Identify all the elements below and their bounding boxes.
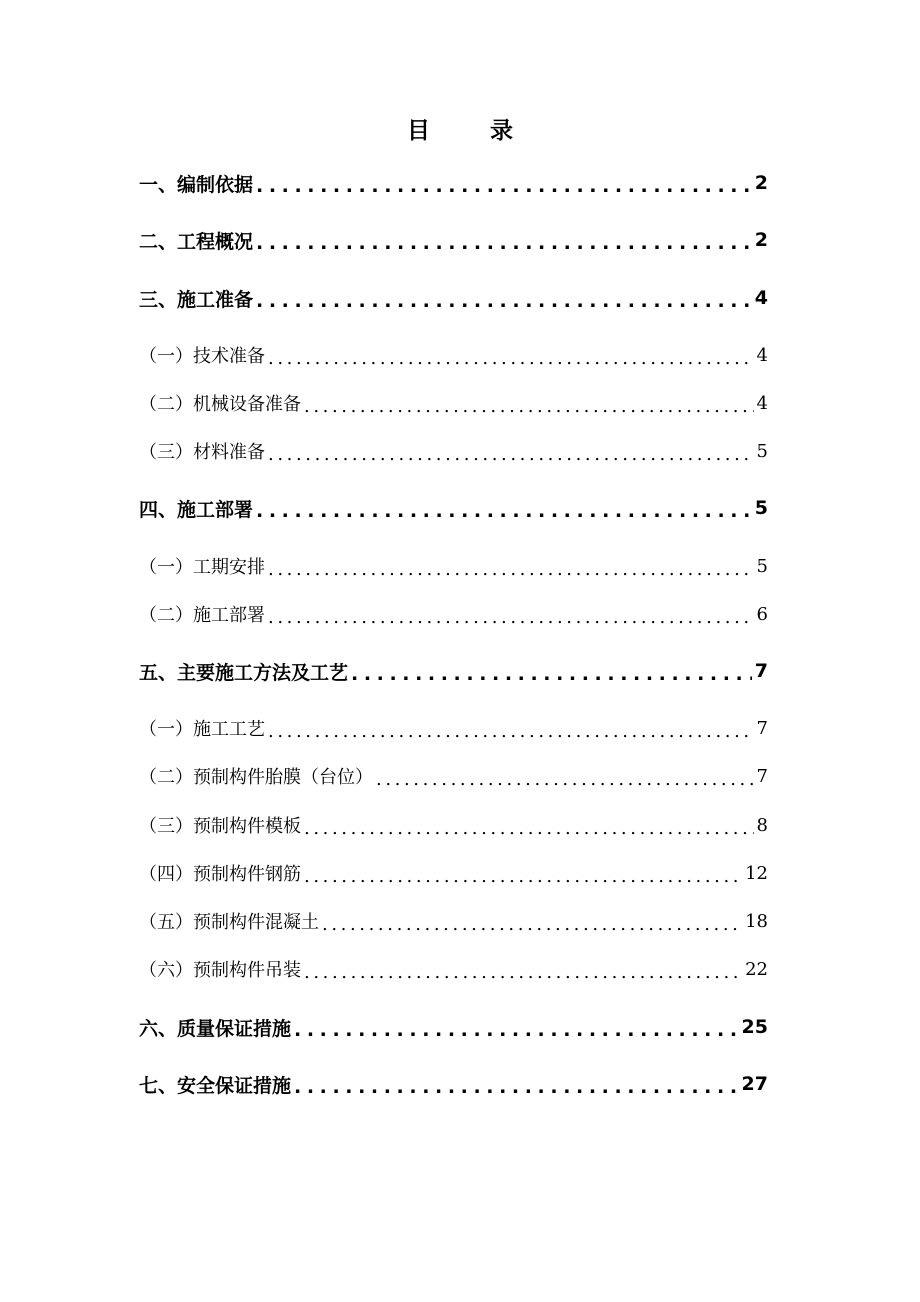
toc-entry-page: 7 — [754, 660, 768, 682]
toc-entry-page: 7 — [756, 717, 768, 739]
toc-entry-page: 4 — [756, 344, 768, 366]
toc-entry-page: 25 — [741, 1016, 768, 1038]
toc-dot-leader — [268, 559, 754, 580]
toc-entry[interactable] — [139, 808, 768, 842]
toc-entry-label: 七、安全保证措施 — [139, 1074, 292, 1097]
toc-entry-page: 7 — [756, 765, 768, 787]
toc-entry[interactable] — [139, 904, 768, 938]
toc-entry-label: 二、工程概况 — [139, 230, 254, 253]
toc-entry-page: 12 — [745, 862, 768, 884]
toc-entry-page: 5 — [756, 555, 768, 577]
toc-entry-page: 22 — [745, 958, 768, 980]
toc-dot-leader — [304, 962, 742, 983]
toc-entry-page: 2 — [754, 229, 768, 251]
toc-entry-label: （五）预制构件混凝土 — [139, 912, 319, 933]
toc-entry[interactable] — [139, 434, 768, 468]
toc-title: 目 录 — [406, 117, 539, 144]
toc-dot-leader — [268, 607, 754, 628]
toc-dot-leader — [294, 1019, 739, 1041]
toc-entry-label: （六）预制构件吊装 — [139, 960, 301, 981]
toc-entry-label: 六、质量保证措施 — [139, 1017, 292, 1040]
toc-entry-page: 4 — [756, 392, 768, 414]
toc-entry-label: （三）材料准备 — [139, 442, 265, 463]
toc-entry-label: （二）预制构件胎膜（台位） — [139, 767, 373, 788]
toc-dot-leader — [268, 721, 754, 742]
toc-entry-label: （二）施工部署 — [139, 605, 265, 626]
toc-entry[interactable] — [139, 223, 768, 257]
toc-entry-page: 4 — [754, 287, 768, 309]
toc-dot-leader — [294, 1076, 739, 1098]
toc-entry[interactable] — [139, 338, 768, 372]
toc-entry[interactable] — [139, 549, 768, 583]
toc-entry[interactable] — [139, 1010, 768, 1044]
toc-entry-label: （一）技术准备 — [139, 346, 265, 367]
toc-dot-leader — [304, 866, 742, 887]
toc-list — [139, 0, 768, 1302]
toc-entry-label: 五、主要施工方法及工艺 — [139, 661, 349, 684]
toc-dot-leader — [376, 769, 754, 790]
toc-dot-leader — [256, 175, 752, 197]
toc-entry-page: 2 — [754, 172, 768, 194]
toc-entry-label: （四）预制构件钢筋 — [139, 864, 301, 885]
toc-entry[interactable] — [139, 1067, 768, 1101]
toc-dot-leader — [351, 663, 752, 685]
toc-dot-leader — [256, 500, 752, 522]
toc-entry-page: 5 — [754, 497, 768, 519]
toc-entry[interactable] — [139, 711, 768, 745]
toc-dot-leader — [322, 914, 742, 935]
toc-entry-label: 三、施工准备 — [139, 288, 254, 311]
toc-dot-leader — [256, 290, 752, 312]
toc-entry-label: （一）工期安排 — [139, 557, 265, 578]
toc-dot-leader — [256, 232, 752, 254]
toc-dot-leader — [304, 818, 754, 839]
toc-entry[interactable] — [139, 952, 768, 986]
toc-entry[interactable] — [139, 491, 768, 525]
toc-dot-leader — [304, 396, 754, 417]
toc-dot-leader — [268, 348, 754, 369]
toc-entry-label: 四、施工部署 — [139, 498, 254, 521]
toc-entry-label: （三）预制构件模板 — [139, 816, 301, 837]
toc-entry[interactable] — [139, 281, 768, 315]
toc-entry-page: 18 — [745, 910, 768, 932]
toc-entry-page: 6 — [756, 603, 768, 625]
toc-entry[interactable] — [139, 597, 768, 631]
toc-entry[interactable] — [139, 759, 768, 793]
toc-entry-label: （二）机械设备准备 — [139, 394, 301, 415]
toc-entry[interactable] — [139, 654, 768, 688]
toc-entry-page: 5 — [756, 440, 768, 462]
toc-entry-page: 27 — [741, 1073, 768, 1095]
toc-entry-label: （一）施工工艺 — [139, 719, 265, 740]
toc-dot-leader — [268, 444, 754, 465]
toc-entry[interactable] — [139, 856, 768, 890]
toc-entry-page: 8 — [756, 814, 768, 836]
toc-entry[interactable] — [139, 386, 768, 420]
toc-entry[interactable] — [139, 166, 768, 200]
toc-entry-label: 一、编制依据 — [139, 173, 254, 196]
